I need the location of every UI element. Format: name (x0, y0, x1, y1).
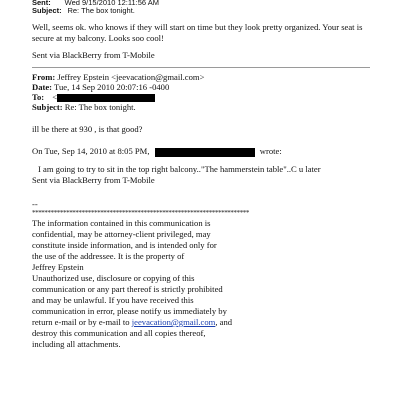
quote-intro (32, 146, 282, 157)
top-subject-row (32, 6, 135, 15)
from-label: From: (32, 72, 56, 82)
redaction-bar (155, 148, 255, 157)
divider (32, 67, 370, 68)
second-subject-value: Re: The box tonight. (64, 102, 136, 112)
second-subject-label: Subject: (32, 102, 63, 112)
sent-label: Sent: (32, 0, 51, 7)
top-message-signature: Sent via BlackBerry from T-Mobile (32, 50, 155, 60)
email-line-before: return e-mail or by e-mail to (32, 317, 130, 327)
disclaimer-line-3: constitute inside information, and is intended only for (32, 240, 217, 250)
disclaimer-line-8: and may be unlawful. If you have received this (32, 295, 194, 305)
disclaimer-line-9: communication in error, please notify us immediately by (32, 306, 227, 316)
subject-label: Subject: (32, 6, 62, 15)
disclaimer-line-1: The information contained in this communication is (32, 218, 211, 228)
quote-intro-before: On Tue, Sep 14, 2010 at 8:05 PM, (32, 146, 150, 156)
second-subject-row (32, 102, 136, 113)
quote-intro-after: wrote: (259, 146, 282, 156)
disclaimer-line-2: confidential, may be attorney-client privileged, may (32, 229, 211, 239)
quote-line1: I am going to try to sit in the top right balcony.."The hammerstein table"..C u later (38, 164, 321, 174)
sig-dashes: -- (32, 199, 38, 209)
top-message-line2: secure at my balcony. Looks soo cool! (32, 33, 164, 43)
email-line-after: , and (215, 317, 233, 327)
disclaimer-last-1: destroy this communication and all copies thereof, (32, 328, 206, 338)
email-link[interactable]: jeevacation@gmail.com (131, 317, 216, 327)
redaction-bar (57, 94, 155, 102)
subject-value: Re: The box tonight. (67, 6, 135, 15)
from-value: Jeffrey Epstein <jeevacation@gmail.com> (57, 72, 205, 82)
to-label: To: (32, 92, 45, 102)
disclaimer-last-2: including all attachments. (32, 339, 121, 349)
disclaimer-email-line (32, 317, 232, 328)
sent-value: Wed 9/15/2010 12:11:56 AM (64, 0, 160, 7)
date-label: Date: (32, 82, 53, 92)
disclaimer-line-4: the use of the addressee. It is the property of (32, 251, 185, 261)
disclaimer-line-5: Jeffrey Epstein (32, 262, 84, 272)
sig-stars: ********************************************************************** (32, 209, 250, 217)
to-value: < (52, 92, 58, 102)
disclaimer-line-6: Unauthorized use, disclosure or copying of this (32, 273, 195, 283)
disclaimer-line-7: communication or any part thereof is strictly prohibited (32, 284, 223, 294)
date-value: Tue, 14 Sep 2010 20:07:16 -0400 (54, 82, 170, 92)
quote-line2: Sent via BlackBerry from T-Mobile (32, 175, 155, 185)
top-message-line1: Well, seems ok. who knows if they will start on time but they look pretty organized. Your seat is (32, 22, 363, 32)
reply-line: ill be there at 930 , is that good? (32, 124, 143, 134)
